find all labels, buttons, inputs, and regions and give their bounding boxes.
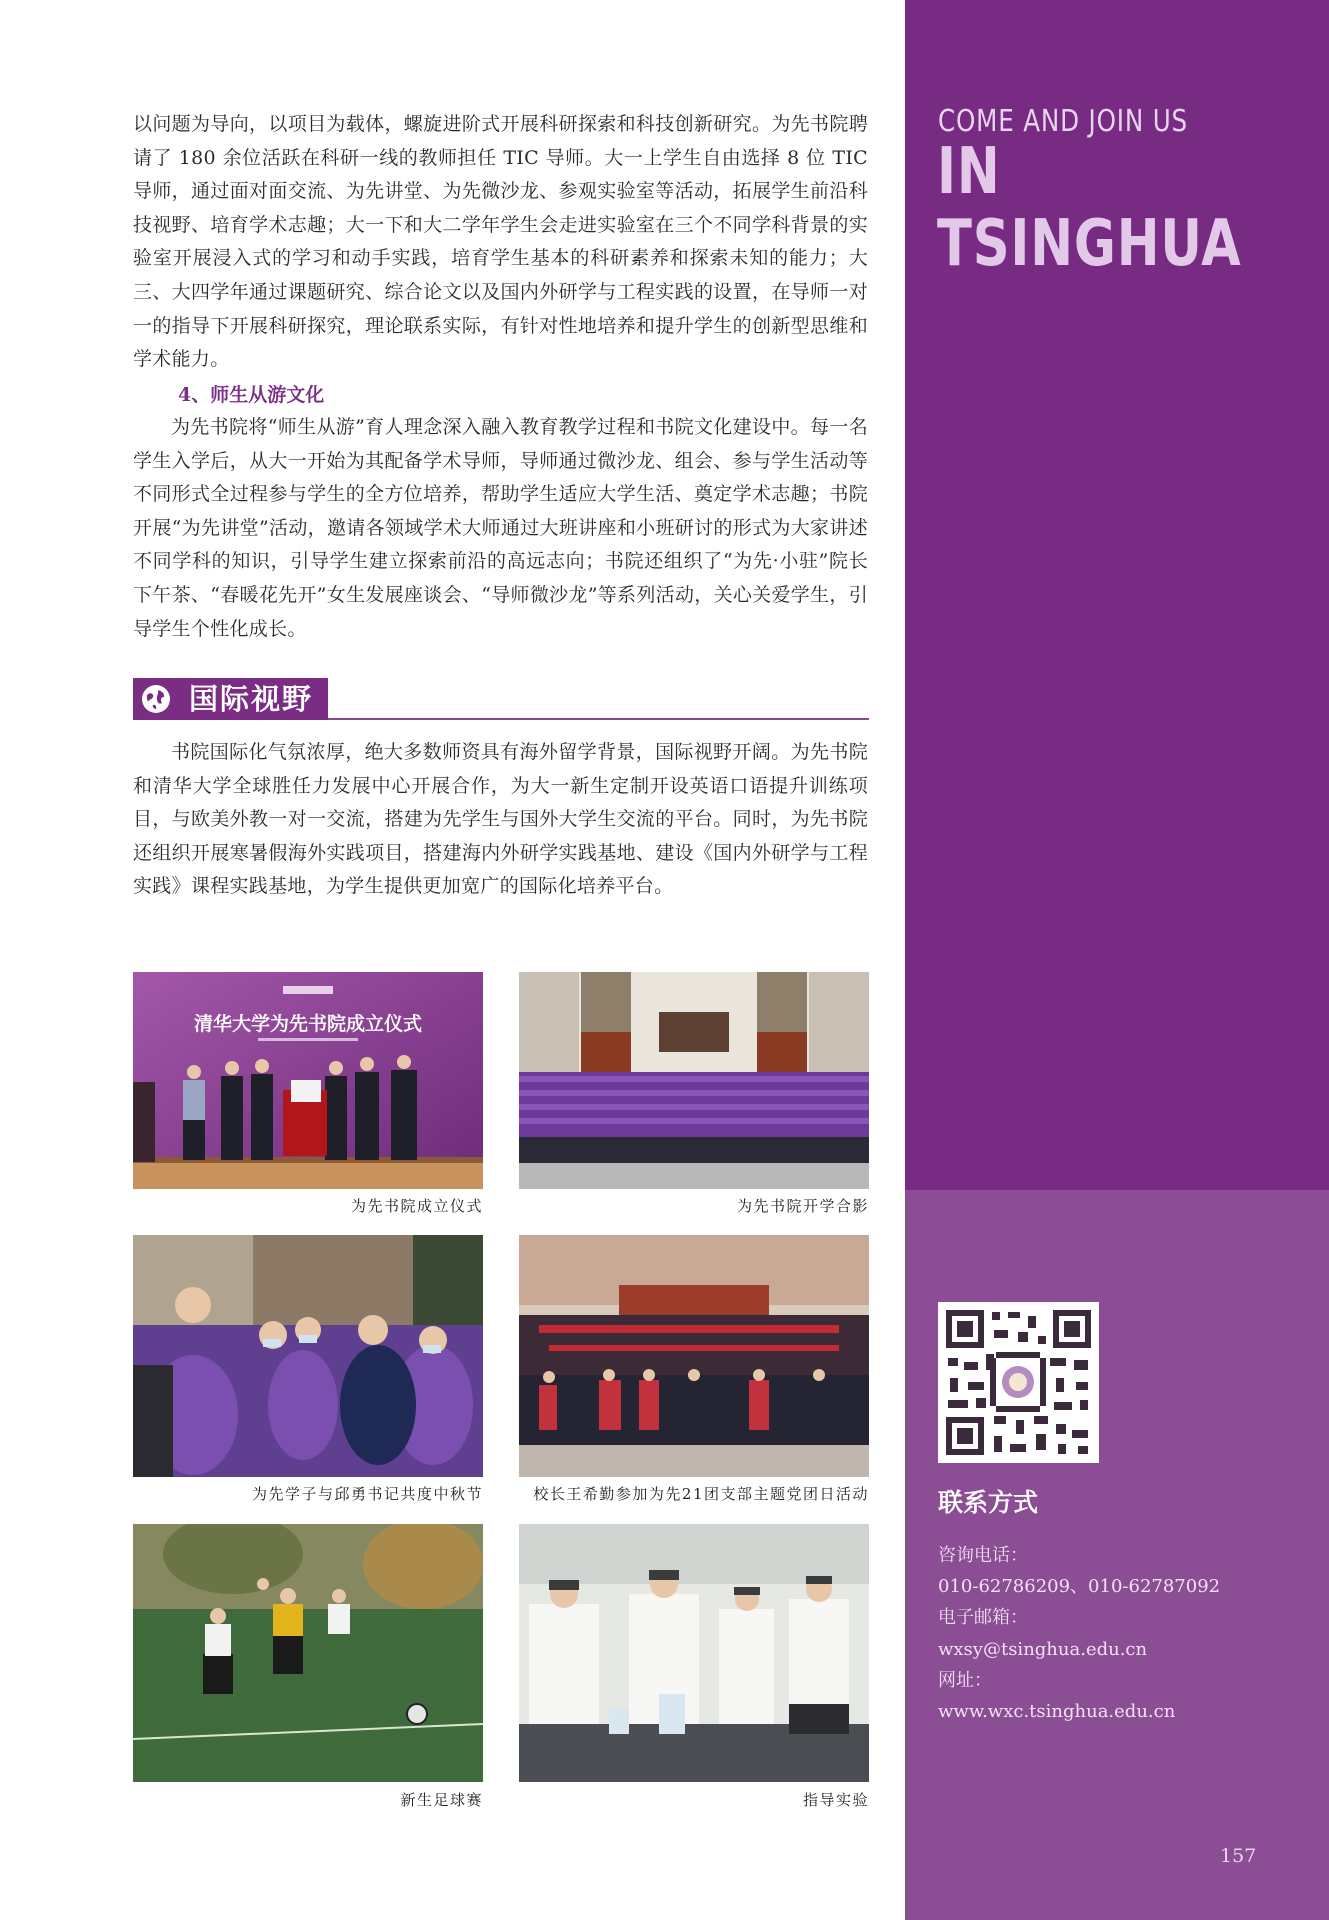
photo-caption: 校长王希勤参加为先21团支部主题党团日活动 [533, 1485, 869, 1503]
phone-numbers: 010-62786209、010-62787092 [938, 1576, 1221, 1597]
email-label: 电子邮箱： [938, 1607, 1028, 1628]
brand-title: IN TSINGHUA [937, 135, 1242, 281]
photo-founding-ceremony [133, 972, 483, 1189]
qr-code-icon [938, 1302, 1099, 1463]
contact-title: 联系方式 [938, 1488, 1039, 1517]
photo-caption: 为先书院开学合影 [736, 1197, 869, 1215]
photo-party-day [519, 1235, 869, 1477]
photo-caption: 指导实验 [802, 1791, 869, 1809]
page-number: 157 [1220, 1845, 1257, 1867]
paragraph-international: 书院国际化气氛浓厚，绝大多数师资具有海外留学背景，国际视野开阔。为先书院和清华大学全球胜任力发展中心开展合作，为大一新生定制开设英语口语提升训练项目，与欧美外教一对一交流，搭建为先学生与国外大学生交流的平台。同时，为先书院还组织开展寒暑假海外实践项目，搭建海内外研学实践基地、建设《国内外研学与工程实践》课程实践基地，为学生提供更加宽广的国际化培养平台。 [133, 741, 868, 898]
photo-mid-autumn [133, 1235, 483, 1477]
phone-label: 咨询电话： [938, 1545, 1028, 1566]
photo-caption: 为先学子与邱勇书记共度中秋节 [251, 1485, 483, 1503]
brand-tagline: COME AND JOIN US [938, 104, 1188, 139]
website-label: 网址： [938, 1670, 992, 1691]
banner-text: 清华大学为先书院成立仪式 [193, 1013, 423, 1035]
photo-football [133, 1524, 483, 1782]
globe-icon [142, 685, 170, 713]
photo-caption: 新生足球赛 [400, 1791, 483, 1809]
section-divider [328, 718, 869, 720]
section-header [133, 678, 869, 722]
subheading-mentor-culture: 4、师生从游文化 [178, 384, 325, 406]
website-url: www.wxc.tsinghua.edu.cn [938, 1701, 1176, 1722]
section-label-box [133, 678, 328, 720]
email-address: wxsy@tsinghua.edu.cn [938, 1639, 1148, 1660]
section-title: 国际视野 [189, 682, 314, 716]
photo-caption: 为先书院成立仪式 [350, 1197, 483, 1215]
photo-group-photo [519, 972, 869, 1189]
photo-lab [519, 1524, 869, 1782]
paragraph-mentor-culture: 为先书院将“师生从游”育人理念深入融入教育教学过程和书院文化建设中。每一名学生入学后，从大一开始为其配备学术导师，导师通过微沙龙、组会、参与学生活动等不同形式全过程参与学生的全方位培养，帮助学生适应大学生活、奠定学术志趣；书院开展“为先讲堂”活动，邀请各领域学术大师通过大班讲座和小班研讨的形式为大家讲述不同学科的知识，引导学生建立探索前沿的高远志向；书院还组织了“为先·小驻”院长下午茶、“春暖花先开”女生发展座谈会、“导师微沙龙”等系列活动，关心关爱学生，引导学生个性化成长。 [133, 416, 868, 640]
paragraph-research: 以问题为导向，以项目为载体，螺旋进阶式开展科研探索和科技创新研究。为先书院聘请了 180 余位活跃在科研一线的教师担任 TIC 导师。大一上学生自由选择 8 位 TIC 导师，通过面对面交流、为先讲堂、为先微沙龙、参观实验室等活动，拓展学生前沿科技视野、培育学术志趣；大一下和大二学年学生会走进实验室在三个不同学科背景的实验室开展浸入式的学习和动手实践，培育学生基本的科研素养和探索未知的能力；大三、大四学年通过课题研究、综合论文以及国内外研学与工程实践的设置，在导师一对一的指导下开展科研探究，理论联系实际，有针对性地培养和提升学生的创新型思维和学术能力。 [133, 113, 868, 371]
